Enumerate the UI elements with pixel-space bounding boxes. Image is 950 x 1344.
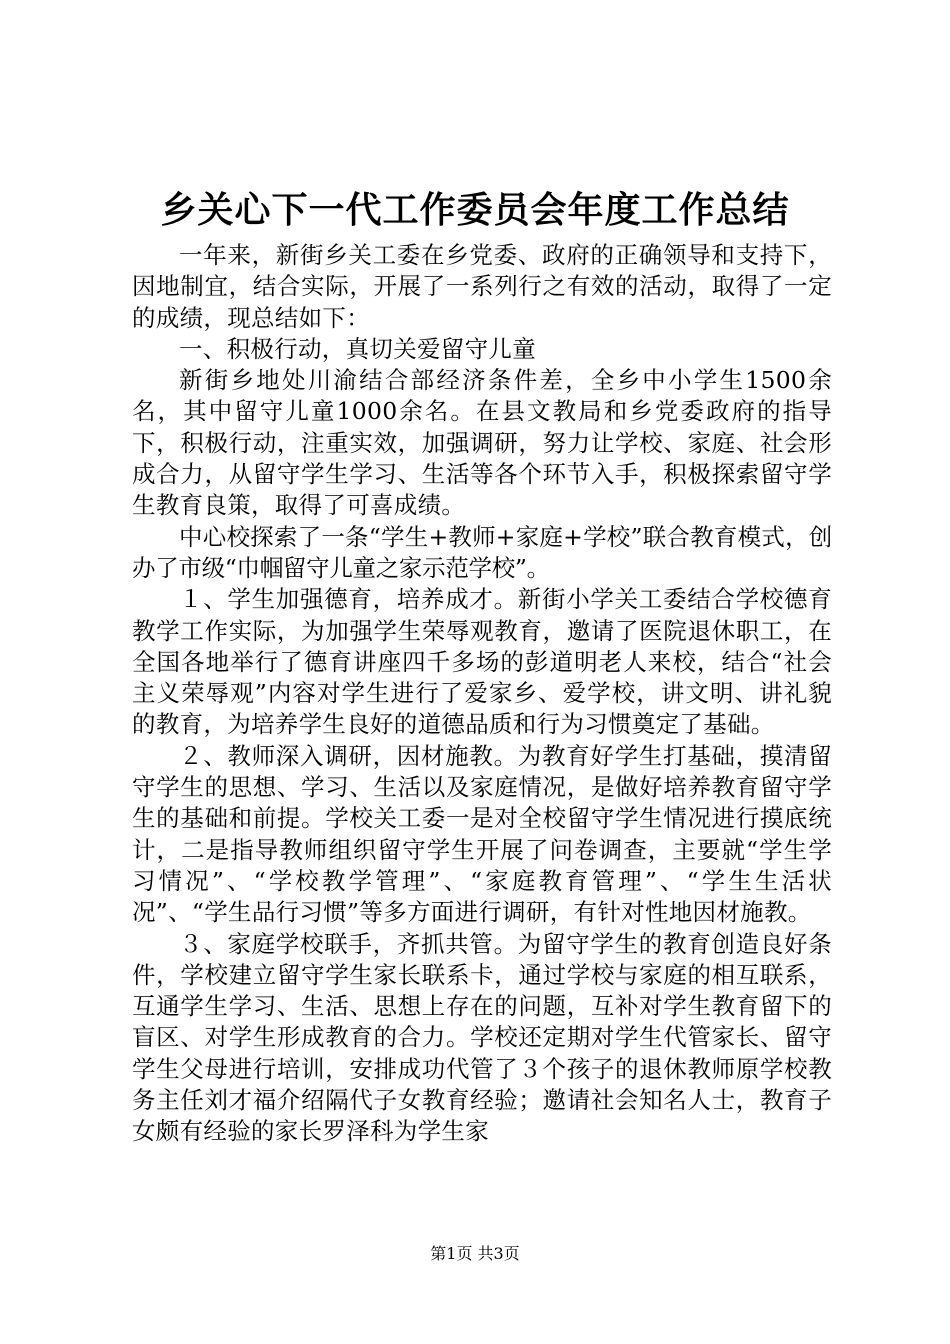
paragraph-item-1: １、学生加强德育，培养成才。新街小学关工委结合学校德育教学工作实际，为加强学生荣辱观教育，邀请了医院退休职工，在全国各地举行了德育讲座四千多场的彭道明老人来校，结合“社会主义荣辱观”内容对学生进行了爱家乡、爱学校，讲文明、讲礼貌的教育，为培养学生良好的道德品质和行为习惯奠定了基础。	[132, 585, 832, 739]
document-title: 乡关心下一代工作委员会年度工作总结	[160, 189, 790, 231]
document-body	[132, 240, 832, 1148]
paragraph-item-3: ３、家庭学校联手，齐抓共管。为留守学生的教育创造良好条件，学校建立留守学生家长联系卡，通过学校与家庭的相互联系，互通学生学习、生活、思想上存在的问题，互补对学生教育留下的盲区、对学生形成教育的合力。学校还定期对学生代管家长、留守学生父母进行培训，安排成功代管了３个孩子的退休教师原学校教务主任刘才福介绍隔代子女教育经验；邀请社会知名人士，教育子女颇有经验的家长罗泽科为学生家	[132, 929, 832, 1146]
paragraph-overview: 新街乡地处川渝结合部经济条件差，全乡中小学生1500余名，其中留守儿童1000余名。在县文教局和乡党委政府的指导下，积极行动，注重实效，加强调研，努力让学校、家庭、社会形成合力，从留守学生学习、生活等各个环节入手，积极探索留守学生教育良策，取得了可喜成绩。	[132, 366, 832, 520]
section-heading-1: 一、积极行动，真切关爱留守儿童	[179, 334, 536, 363]
paragraph-item-2: ２、教师深入调研，因材施教。为教育好学生打基础，摸清留守学生的思想、学习、生活以及家庭情况，是做好培养教育留守学生的基础和前提。学校关工委一是对全校留守学生情况进行摸底统计，二是指导教师组织留守学生开展了问卷调查，主要就“学生学习情况”、“学校教学管理”、“家庭教育管理”、“学生生活状况”、“学生品行习惯”等多方面进行调研，有针对性地因材施教。	[132, 741, 832, 927]
paragraph-model: 中心校探索了一条“学生+教师+家庭+学校”联合教育模式，创办了市级“巾帼留守儿童之家示范学校”。	[132, 522, 832, 582]
page-number: 第1页 共3页	[430, 1244, 520, 1263]
paragraph-intro: 一年来，新街乡关工委在乡党委、政府的正确领导和支持下，因地制宜，结合实际，开展了一系列行之有效的活动，取得了一定的成绩，现总结如下：	[132, 241, 832, 332]
